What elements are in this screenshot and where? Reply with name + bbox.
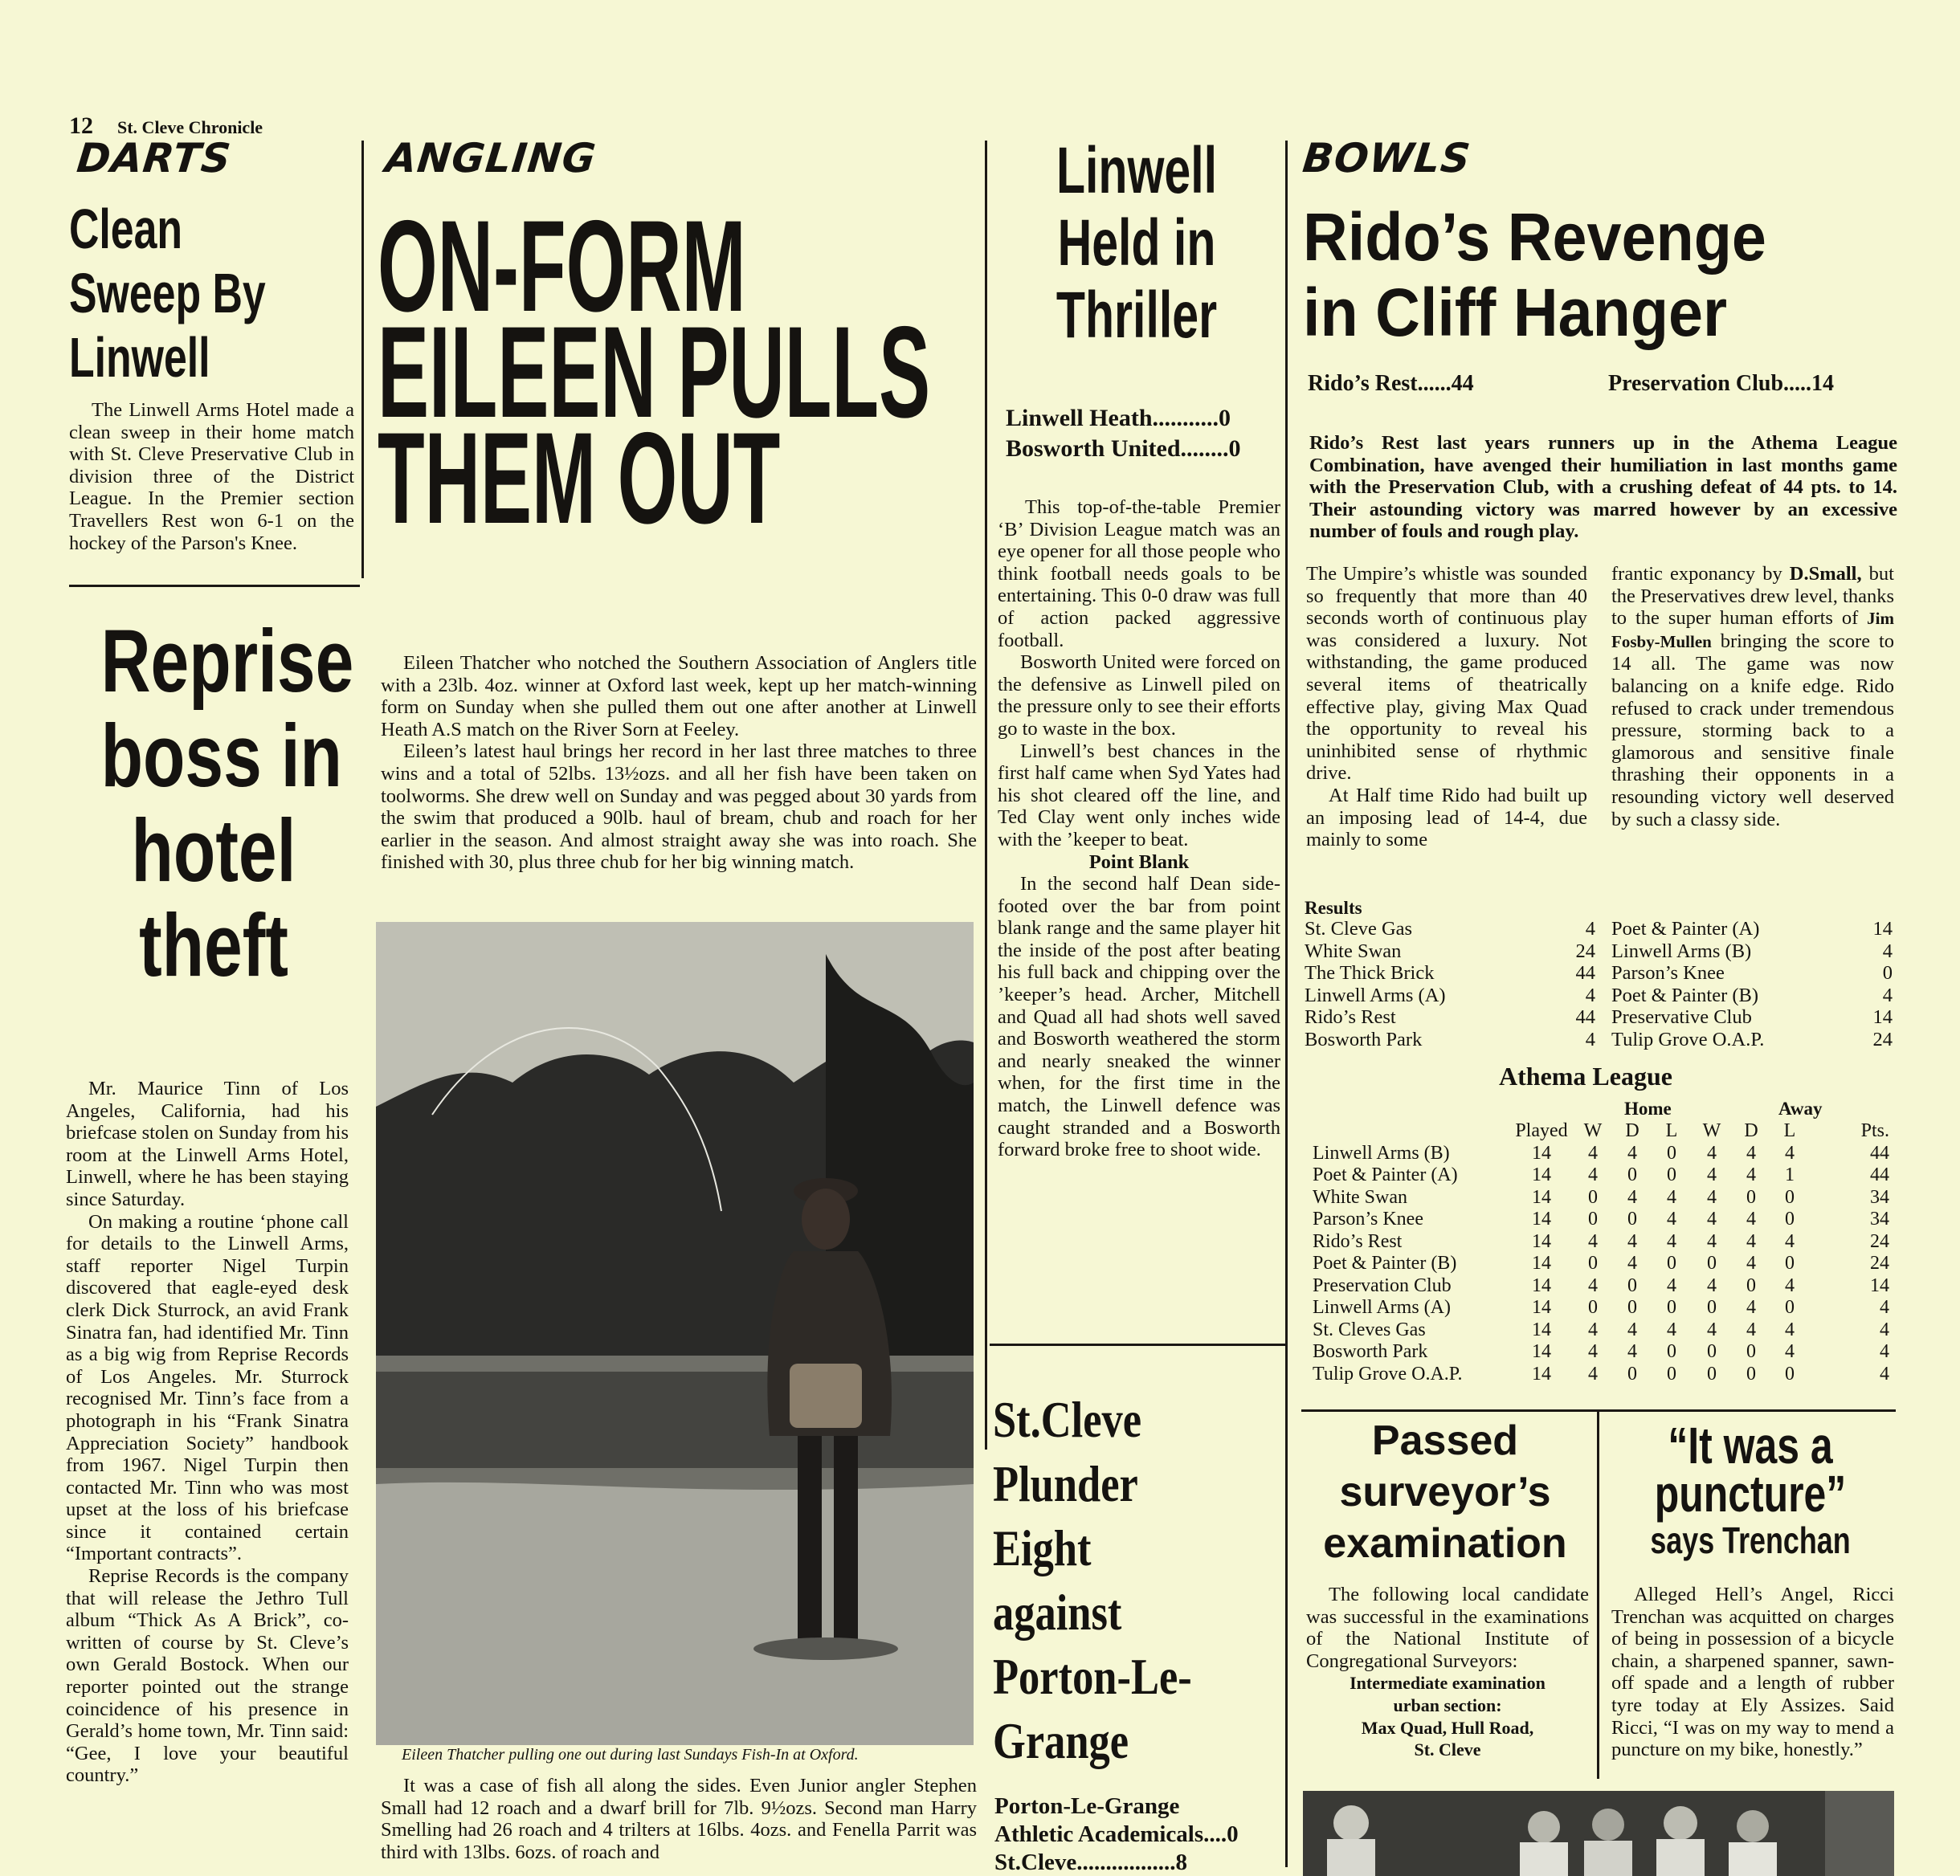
league-cell: 34 xyxy=(1870,1186,1889,1208)
header-cell xyxy=(1313,1120,1510,1143)
league-cell: 0 xyxy=(1707,1297,1717,1318)
league-cell: 4 xyxy=(1707,1164,1717,1185)
paper-name: St. Cleve Chronicle xyxy=(117,117,263,137)
league-cell: 4 xyxy=(1707,1319,1717,1340)
football-scores xyxy=(1006,403,1287,464)
team-score: 0 xyxy=(1227,1821,1239,1847)
angling-headline xyxy=(378,193,972,551)
stcleve-headline-line: St.Cleve xyxy=(993,1391,1142,1448)
dot-leader: ..... xyxy=(1783,371,1812,396)
league-cell: 4 xyxy=(1588,1164,1598,1185)
photo-bag xyxy=(790,1364,862,1428)
league-cell: 4 xyxy=(1627,1341,1637,1362)
league-team: Preservation Club xyxy=(1313,1274,1452,1296)
league-cell: 14 xyxy=(1532,1363,1551,1385)
reprise-headline-line: theft xyxy=(139,896,288,995)
result-home-team: Linwell Arms (A) xyxy=(1305,984,1446,1006)
league-row xyxy=(1313,1319,1893,1342)
league-cell: 14 xyxy=(1532,1297,1551,1318)
league-cell: 4 xyxy=(1746,1209,1756,1230)
league-cell: 0 xyxy=(1785,1363,1795,1385)
result-home-team: White Swan xyxy=(1305,940,1402,962)
league-team: Poet & Painter (B) xyxy=(1313,1253,1457,1274)
bowls-intro: Rido’s Rest last years runners up in the Athema League Combination, have avenged their humiliation in last months game with the Preservation Club, with a crushing defeat of 44 pts. to 14. Their astounding victory was marred however by an excessive number of fouls and rough play. xyxy=(1309,432,1897,543)
team-score: 14 xyxy=(1811,371,1835,396)
league-cell: 4 xyxy=(1746,1142,1756,1164)
result-home-score: 24 xyxy=(1575,940,1595,962)
league-cell: 4 xyxy=(1627,1186,1637,1208)
league-cell: 34 xyxy=(1870,1209,1889,1230)
football-headline-line: Linwell xyxy=(1056,134,1218,207)
league-cell: 0 xyxy=(1785,1297,1795,1318)
league-team: Parson’s Knee xyxy=(1313,1209,1423,1230)
league-cell: 4 xyxy=(1707,1274,1717,1296)
league-home-label: Home xyxy=(1624,1099,1672,1119)
league-cell: 0 xyxy=(1667,1253,1676,1274)
league-cell: 44 xyxy=(1870,1164,1889,1185)
result-row xyxy=(1305,1029,1893,1051)
result-row xyxy=(1305,985,1893,1007)
player-head xyxy=(1737,1810,1769,1842)
angling-bottom-paragraph: It was a case of fish all along the sides. Even Junior angler Stephen Small had 12 roach and a dwarf brill for 7lb. 9½ozs. Second man Harry Smelling had 26 roach and 4 trilters at 16lbs. 4ozs. and Fenella Parrit was third with 13lbs. 6ozs. of roach and xyxy=(381,1775,977,1863)
league-cell: 4 xyxy=(1880,1297,1889,1318)
league-cell: 14 xyxy=(1532,1319,1551,1340)
bowls-text: but the Preservatives drew level, thanks to the super human efforts of xyxy=(1611,563,1894,630)
puncture-paragraph: Alleged Hell’s Angel, Ricci Trenchan was acquitted on charges of being in possession of a bicycle chain, a sharpened spanner, sawn-off spade and a length of rubber tyre today at Ely Assizes. Said Ricci, “I was on my way to mend a puncture on my bike, honestly.” xyxy=(1611,1584,1894,1761)
league-cell: 0 xyxy=(1627,1363,1637,1385)
player-head xyxy=(1333,1805,1369,1841)
league-cell: 0 xyxy=(1667,1363,1676,1385)
league-cell: 4 xyxy=(1785,1142,1795,1164)
puncture-headline-line: says Trenchan xyxy=(1650,1519,1851,1561)
stcleve-headline xyxy=(993,1388,1282,1773)
bowls-paragraph: The Umpire’s whistle was sounded so frequently that more than 40 seconds worth of continuous play was considered a luxury. Not withstanding, the game produced several items of theatrically effective play, giving Max Quad the opportunity to reveal his uninhibited sense of rhythmic drive. xyxy=(1306,563,1587,785)
exam-line: urban section: xyxy=(1393,1695,1502,1715)
player-head xyxy=(1528,1811,1560,1843)
angling-paragraph: Eileen Thatcher who notched the Southern Association of Anglers title with a 23lb. 4oz. winner at Oxford last week, kept up her match-winning form on Sunday when she pulled them out one after another at Linwell Heath A.S match on the River Sorn at Feeley. xyxy=(381,652,977,740)
league-team: Linwell Arms (A) xyxy=(1313,1297,1451,1318)
league-row xyxy=(1313,1164,1893,1187)
player-shirt xyxy=(1584,1841,1632,1876)
league-cell: 4 xyxy=(1667,1209,1676,1230)
player-shirt xyxy=(1327,1839,1375,1876)
result-away-score: 4 xyxy=(1882,940,1893,962)
league-team: Poet & Painter (A) xyxy=(1313,1164,1458,1185)
league-cell: 4 xyxy=(1746,1253,1756,1274)
photo-leg xyxy=(834,1436,858,1645)
league-cell: 4 xyxy=(1746,1319,1756,1340)
darts-headline xyxy=(69,197,358,389)
league-team: Linwell Arms (B) xyxy=(1313,1142,1450,1164)
header-cell: D xyxy=(1625,1120,1639,1141)
bowls-paragraph: At Half time Rido had built up an imposing lead of 14-4, due mainly to some xyxy=(1306,784,1587,851)
league-cell: 14 xyxy=(1532,1230,1551,1252)
dot-leader: .... xyxy=(1203,1821,1227,1847)
league-team: Rido’s Rest xyxy=(1313,1230,1403,1252)
photo-trees xyxy=(1825,1791,1894,1876)
angling-paragraph: Eileen’s latest haul brings her record in her last three matches to three wins and a total of 52lbs. 13½ozs. and all her fish have been taken on toolworms. She drew well on Sunday and was pegged about 30 yards from the swim that produced a 90lb. haul of bream, chub and roach for her earlier in the season. And almost straight away she was into roach. She finished with 30, plus three chub for her big winning match. xyxy=(381,740,977,874)
league-body xyxy=(1313,1143,1893,1386)
league-cell: 0 xyxy=(1707,1253,1717,1274)
candidate-line: St. Cleve xyxy=(1414,1739,1481,1760)
result-row xyxy=(1305,940,1893,963)
angling-bottom xyxy=(381,1775,977,1870)
league-header-row xyxy=(1313,1120,1893,1143)
darts-body xyxy=(69,399,354,554)
league-cell: 0 xyxy=(1627,1164,1637,1185)
result-home-score: 44 xyxy=(1575,1006,1595,1029)
result-row xyxy=(1305,962,1893,985)
bowls-col2 xyxy=(1611,563,1894,830)
team-score: 0 xyxy=(1228,435,1241,462)
bowls-headline xyxy=(1303,199,1946,350)
league-cell: 4 xyxy=(1588,1363,1598,1385)
league-cell: 0 xyxy=(1707,1363,1717,1385)
bowls-text: frantic exponancy by xyxy=(1611,563,1790,585)
league-cell: 4 xyxy=(1746,1297,1756,1318)
score-line xyxy=(1006,403,1287,434)
league-cell: 4 xyxy=(1707,1142,1717,1164)
league-row xyxy=(1313,1253,1893,1275)
bowls-headline-line: in Cliff Hanger xyxy=(1303,275,1728,350)
result-away-team: Preservative Club xyxy=(1611,1006,1752,1029)
stcleve-scores xyxy=(994,1792,1284,1876)
stcleve-headline-line: against xyxy=(993,1584,1122,1641)
result-home-score: 4 xyxy=(1585,984,1595,1006)
league-cell: 4 xyxy=(1588,1142,1598,1164)
result-away-score: 24 xyxy=(1872,1028,1893,1050)
football-paragraph: This top-of-the-table Premier ‘B’ Division League match was an eye opener for all those people who think football needs goals to be entertaining. This 0-0 draw was full of action packed aggressive football. xyxy=(998,496,1280,651)
league-cell: 0 xyxy=(1667,1142,1676,1164)
league-cell: 0 xyxy=(1588,1186,1598,1208)
football-paragraph: Linwell’s best chances in the first half came when Syd Yates had his shot cleared off the line, and Ted Clay went only inches wide with the ’keeper to beat. xyxy=(998,740,1280,850)
league-cell: 0 xyxy=(1627,1209,1637,1230)
surveyor-paragraph: The following local candidate was successful in the examinations of the National Institute of Congregational Surveyors: xyxy=(1306,1584,1589,1672)
league-cell: 4 xyxy=(1785,1230,1795,1252)
column-rule xyxy=(1285,141,1288,1867)
candidate-line: Max Quad, Hull Road, xyxy=(1361,1717,1534,1738)
league-cell: 4 xyxy=(1746,1164,1756,1185)
football-headline-line: Thriller xyxy=(1056,279,1218,352)
league-cell: 4 xyxy=(1880,1319,1889,1340)
league-cell: 0 xyxy=(1627,1297,1637,1318)
league-cell: 4 xyxy=(1785,1341,1795,1362)
stcleve-headline-line: Eight xyxy=(993,1519,1092,1576)
league-team: Bosworth Park xyxy=(1313,1341,1428,1362)
dot-leader: ................. xyxy=(1076,1849,1176,1875)
header-cell: W xyxy=(1702,1120,1721,1141)
league-cell: 4 xyxy=(1746,1230,1756,1252)
photo-head xyxy=(802,1189,850,1250)
results-title: Results xyxy=(1305,898,1362,918)
league-team: White Swan xyxy=(1313,1186,1407,1208)
team-score: 8 xyxy=(1175,1849,1188,1875)
league-team: St. Cleves Gas xyxy=(1313,1319,1426,1340)
result-away-team: Tulip Grove O.A.P. xyxy=(1611,1028,1765,1050)
league-cell: 4 xyxy=(1667,1186,1676,1208)
puncture-headline-line: “It was a xyxy=(1668,1417,1833,1474)
league-cell: 0 xyxy=(1785,1209,1795,1230)
reprise-paragraph: Mr. Maurice Tinn of Los Angeles, California, had his briefcase stolen on Sunday from his room at the Linwell Arms Hotel, Linwell, where he has been staying since Saturday. xyxy=(66,1078,349,1210)
darts-paragraph: The Linwell Arms Hotel made a clean sweep in their home match with St. Cleve Preservative Club in division three of the District League. In the Premier section Travellers Rest won 6-1 on the hockey of the Parson's Knee. xyxy=(69,399,354,554)
league-team: Tulip Grove O.A.P. xyxy=(1313,1363,1463,1385)
column-rule xyxy=(985,141,987,1450)
league-cell: 24 xyxy=(1870,1230,1889,1252)
stcleve-headline-line: Porton-Le- xyxy=(993,1648,1192,1705)
reprise-headline-line: Reprise xyxy=(100,612,354,711)
league-cell: 4 xyxy=(1627,1230,1637,1252)
team-name: Linwell Heath xyxy=(1006,405,1153,431)
header-cell: L xyxy=(1783,1120,1796,1141)
section-rule xyxy=(69,585,360,587)
league-cell: 0 xyxy=(1627,1274,1637,1296)
league-cell: 4 xyxy=(1880,1363,1889,1385)
dot-leader: ........... xyxy=(1152,405,1219,431)
section-rule xyxy=(1301,1409,1896,1412)
angling-headline-line: EILEEN PULLS xyxy=(378,299,931,445)
league-cell: 0 xyxy=(1746,1341,1756,1362)
header-cell: W xyxy=(1583,1120,1603,1141)
league-cell: 0 xyxy=(1707,1341,1717,1362)
league-row xyxy=(1313,1231,1893,1254)
league-row xyxy=(1313,1275,1893,1298)
league-cell: 4 xyxy=(1627,1253,1637,1274)
result-away-team: Poet & Painter (A) xyxy=(1611,918,1760,940)
bowls-col1 xyxy=(1306,563,1587,851)
angling-body xyxy=(381,652,977,874)
dot-leader: ...... xyxy=(1417,371,1452,396)
angling-kicker: ANGLING xyxy=(382,135,598,181)
league-cell: 4 xyxy=(1588,1319,1598,1340)
result-away-team: Linwell Arms (B) xyxy=(1611,940,1752,962)
bowls-headline-line: Rido’s Revenge xyxy=(1303,199,1766,275)
team-name: Athletic Academicals xyxy=(994,1821,1204,1847)
league-title: Athema League xyxy=(1499,1062,1672,1091)
player-name: Jim Fosby-Mullen xyxy=(1611,609,1894,651)
result-away-team: Parson’s Knee xyxy=(1611,962,1725,985)
puncture-headline xyxy=(1602,1417,1899,1563)
reprise-paragraph: On making a routine ‘phone call for details to the Linwell Arms, staff reporter Nigel Turpin discovered that eagle-eyed desk clerk Dick Sturrock, an avid Frank Sinatra fan, had identified Mr. Tinn as a big wig from Reprise Records of Los Angeles. Mr. Sturrock recognised Mr. Tinn’s face from a photograph in his “Frank Sinatra Appreciation Society” handbook from 1967. Nigel Turpin then contacted Mr. Tinn who was most upset at the loss of his briefcase since it contained certain “Important contracts”. xyxy=(66,1210,349,1565)
league-cell: 0 xyxy=(1588,1253,1598,1274)
league-row xyxy=(1313,1143,1893,1165)
league-cell: 4 xyxy=(1588,1341,1598,1362)
darts-kicker: DARTS xyxy=(74,135,234,181)
dot-leader: ........ xyxy=(1180,435,1229,462)
league-cell: 4 xyxy=(1785,1319,1795,1340)
league-cell: 0 xyxy=(1746,1186,1756,1208)
stcleve-headline-line: Plunder xyxy=(993,1455,1138,1512)
result-home-score: 4 xyxy=(1585,918,1595,940)
surveyor-headline-line: Passed xyxy=(1371,1417,1519,1464)
result-home-score: 4 xyxy=(1585,1028,1595,1050)
league-cell: 0 xyxy=(1746,1274,1756,1296)
league-cell: 0 xyxy=(1746,1363,1756,1385)
league-cell: 4 xyxy=(1667,1230,1676,1252)
result-home-team: The Thick Brick xyxy=(1305,962,1435,985)
football-headline xyxy=(988,135,1285,352)
league-cell: 44 xyxy=(1870,1142,1889,1164)
bowls-score-left xyxy=(1308,371,1474,397)
score-line xyxy=(994,1792,1284,1821)
score-line xyxy=(1006,434,1287,464)
result-away-score: 4 xyxy=(1882,984,1893,1006)
score-line xyxy=(994,1821,1284,1849)
result-home-team: St. Cleve Gas xyxy=(1305,918,1413,940)
league-row xyxy=(1313,1187,1893,1209)
league-cell: 24 xyxy=(1870,1253,1889,1274)
darts-headline-line: Clean xyxy=(69,198,183,260)
darts-headline-line: Sweep By xyxy=(69,262,266,324)
surveyor-headline xyxy=(1296,1415,1594,1569)
column-rule xyxy=(1597,1409,1599,1779)
league-cell: 4 xyxy=(1627,1142,1637,1164)
league-cell: 4 xyxy=(1880,1341,1889,1362)
result-home-score: 44 xyxy=(1575,962,1595,985)
reprise-headline-line: boss in xyxy=(100,707,342,805)
photo-ripple xyxy=(753,1637,898,1660)
header-cell: L xyxy=(1665,1120,1678,1141)
league-cell: 4 xyxy=(1627,1319,1637,1340)
league-cell: 14 xyxy=(1532,1142,1551,1164)
section-rule xyxy=(990,1344,1287,1346)
exam-line: Intermediate examination xyxy=(1350,1673,1546,1694)
puncture-headline-line: puncture” xyxy=(1654,1465,1847,1523)
result-row xyxy=(1305,1006,1893,1029)
league-row xyxy=(1313,1341,1893,1364)
team-name: Preservation Club xyxy=(1608,371,1784,396)
league-cell: 4 xyxy=(1588,1274,1598,1296)
league-row xyxy=(1313,1364,1893,1386)
team-name: Rido’s Rest xyxy=(1308,371,1418,396)
team-photo xyxy=(1303,1791,1894,1876)
team-score: 0 xyxy=(1219,405,1231,431)
league-cell: 0 xyxy=(1667,1341,1676,1362)
header-cell: D xyxy=(1744,1120,1758,1141)
angling-headline-line: ON-FORM xyxy=(378,193,746,339)
bowls-kicker: BOWLS xyxy=(1300,135,1473,181)
league-cell: 14 xyxy=(1532,1186,1551,1208)
league-cell: 1 xyxy=(1785,1164,1795,1185)
result-home-team: Rido’s Rest xyxy=(1305,1006,1396,1029)
photo-caption: Eileen Thatcher pulling one out during last Sundays Fish-In at Oxford. xyxy=(402,1746,859,1764)
league-cell: 4 xyxy=(1588,1230,1598,1252)
league-table xyxy=(1313,1120,1893,1385)
header-cell: Pts. xyxy=(1860,1120,1889,1141)
player-head xyxy=(1592,1809,1624,1841)
league-away-label: Away xyxy=(1778,1099,1823,1119)
player-head xyxy=(1664,1806,1697,1840)
page-number: 12 xyxy=(69,112,93,139)
league-row xyxy=(1313,1209,1893,1231)
player-shirt xyxy=(1729,1842,1777,1876)
team-name: Bosworth United xyxy=(1006,435,1181,462)
angling-headline-line: THEM OUT xyxy=(378,405,781,551)
bowls-paragraph xyxy=(1611,563,1894,830)
league-cell: 4 xyxy=(1667,1319,1676,1340)
reprise-paragraph: Reprise Records is the company that will release the Jethro Tull album “Thick As A Brick”, co-written of course by St. Cleve’s own Gerald Bostock. When our reporter pointed out the strange coincidence of his presence in Gerald’s home town, Mr. Tinn said: “Gee, I love your beautiful country.” xyxy=(66,1565,349,1787)
player-name: D.Small, xyxy=(1789,563,1862,585)
surveyor-body xyxy=(1306,1584,1589,1761)
team-name: St.Cleve xyxy=(994,1849,1077,1875)
photo-water-light xyxy=(376,1482,974,1745)
result-away-score: 14 xyxy=(1872,1006,1893,1029)
puncture-body xyxy=(1611,1584,1894,1761)
player-shirt xyxy=(1520,1842,1568,1876)
angler-photo xyxy=(376,922,974,1745)
stcleve-headline-line: Grange xyxy=(993,1712,1129,1769)
team-name: Porton-Le-Grange xyxy=(994,1793,1180,1819)
league-cell: 0 xyxy=(1785,1253,1795,1274)
column-rule xyxy=(361,141,364,578)
league-cell: 14 xyxy=(1532,1253,1551,1274)
league-cell: 0 xyxy=(1667,1297,1676,1318)
football-subhead: Point Blank xyxy=(1088,850,1190,873)
result-away-score: 0 xyxy=(1882,962,1893,985)
results-list xyxy=(1305,918,1893,1051)
reprise-headline xyxy=(69,614,358,993)
league-cell: 0 xyxy=(1785,1186,1795,1208)
score-line xyxy=(994,1849,1284,1876)
team-photo-illustration xyxy=(1303,1791,1894,1876)
football-paragraph: Bosworth United were forced on the defensive as Linwell piled on the pressure only to see their efforts go to waste in the box. xyxy=(998,651,1280,740)
football-paragraph: In the second half Dean side-footed over the bar from point blank range and the same player hit the inside of the post after beating his full back and chipping over the ’keeper’s head. Archer, Mitchell and Quad all had shots well saved and Bosworth weathered the storm and nearly sneaked the winner when, for the first time in the match, the Linwell defence was caught stranded and a Bosworth forward broke free to shoot wide. xyxy=(998,873,1280,1161)
darts-headline-line: Linwell xyxy=(69,326,210,389)
league-cell: 4 xyxy=(1707,1209,1717,1230)
result-home-team: Bosworth Park xyxy=(1305,1028,1423,1050)
bowls-score-right xyxy=(1608,371,1834,397)
league-cell: 4 xyxy=(1707,1186,1717,1208)
result-away-team: Poet & Painter (B) xyxy=(1611,984,1759,1006)
league-cell: 14 xyxy=(1532,1341,1551,1362)
league-cell: 14 xyxy=(1532,1274,1551,1296)
bowls-text: bringing the score to 14 all. The game was now balancing on a knife edge. Rido refused to crack under tremendous pressure, storming back to a glamorous and sensitive finale thrashing their opponents in a resounding victory well deserved by such a classy side. xyxy=(1611,630,1894,830)
league-cell: 14 xyxy=(1870,1274,1889,1296)
league-cell: 4 xyxy=(1707,1230,1717,1252)
league-row xyxy=(1313,1297,1893,1319)
reprise-headline-line: hotel xyxy=(131,801,296,900)
football-body xyxy=(998,496,1280,1161)
league-cell: 0 xyxy=(1667,1164,1676,1185)
league-cell: 4 xyxy=(1667,1274,1676,1296)
surveyor-headline-line: examination xyxy=(1323,1520,1567,1567)
league-cell: 0 xyxy=(1588,1209,1598,1230)
player-shirt xyxy=(1656,1839,1705,1876)
angler-photo-illustration xyxy=(376,922,974,1745)
team-score: 44 xyxy=(1451,371,1474,396)
league-cell: 14 xyxy=(1532,1209,1551,1230)
league-cell: 14 xyxy=(1532,1164,1551,1185)
league-cell: 4 xyxy=(1785,1274,1795,1296)
header-cell: Played xyxy=(1515,1120,1568,1141)
result-away-score: 14 xyxy=(1872,918,1893,940)
football-headline-line: Held in xyxy=(1057,206,1216,279)
league-cell: 0 xyxy=(1588,1297,1598,1318)
surveyor-headline-line: surveyor’s xyxy=(1339,1469,1551,1515)
photo-leg xyxy=(798,1436,822,1645)
result-row xyxy=(1305,918,1893,940)
reprise-body xyxy=(66,1078,349,1787)
